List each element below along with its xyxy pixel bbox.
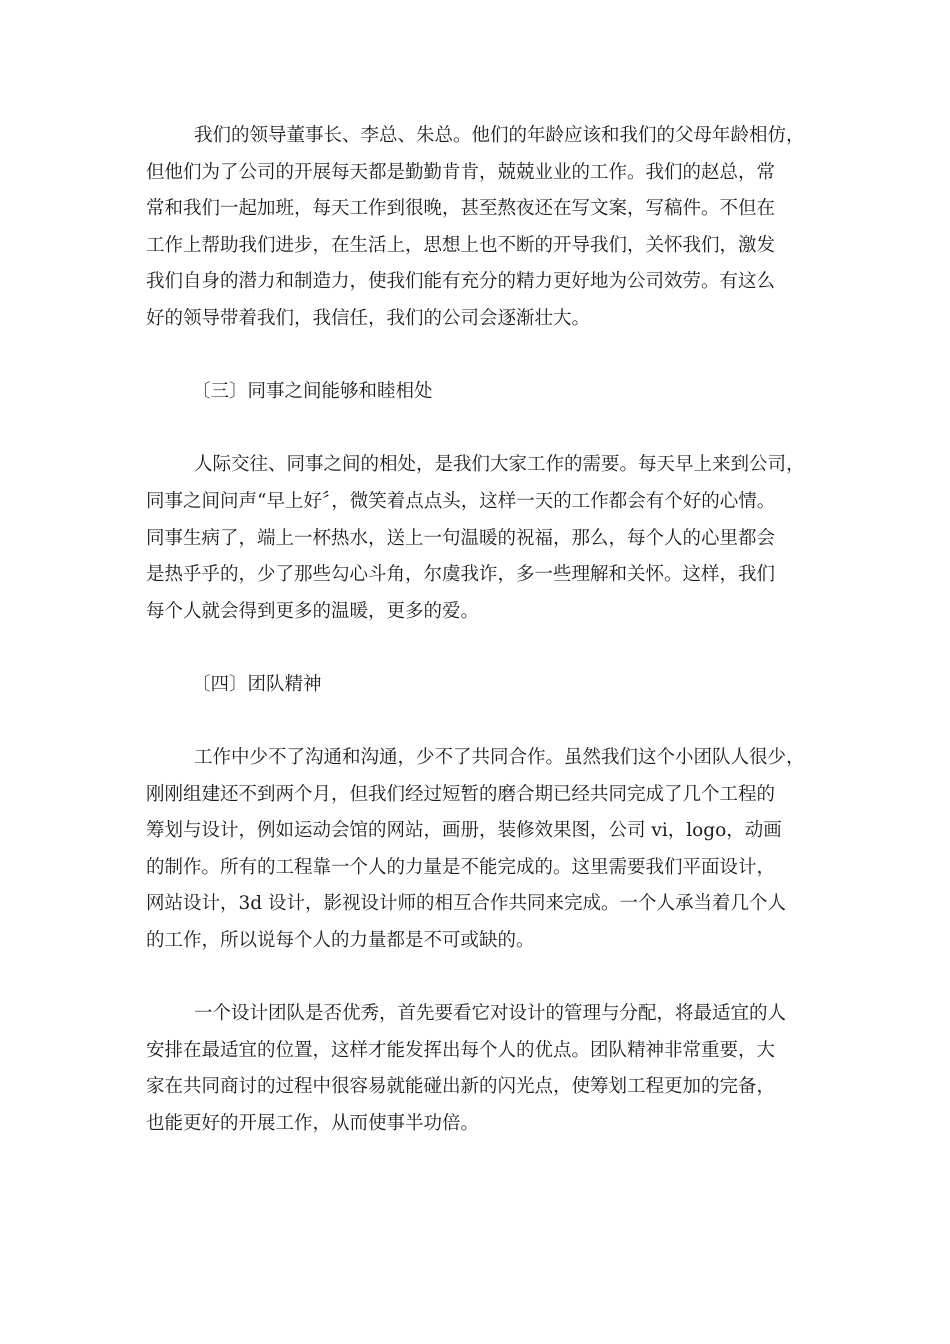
paragraph-design-team [146,996,836,1142]
paragraph-line: 网站设计，3d 设计，影视设计师的相互合作共同来完成。一个人承当着几个人 [146,893,786,915]
paragraph-line: 我们的领导董事长、李总、朱总。他们的年龄应该和我们的父母年龄相仿， [194,125,805,146]
spacer [146,960,836,997]
paragraph-line: 工作上帮助我们进步，在生活上，思想上也不断的开导我们，关怀我们，激发 [146,234,776,256]
paragraph-line: 家在共同商讨的过程中很容易就能碰出新的闪光点，使筹划工程更加的完备， [146,1076,776,1098]
paragraph-colleagues [146,447,836,630]
paragraph-line: 的制作。所有的工程靠一个人的力量是不能完成的。这里需要我们平面设计， [146,856,776,878]
spacer [146,338,836,375]
paragraph-line: 好的领导带着我们，我信任，我们的公司会逐渐壮大。 [146,307,591,329]
paragraph-line: 同事生病了，端上一杯热水，送上一句温暖的祝福，那么，每个人的心里都会 [146,527,776,549]
paragraph-line: 但他们为了公司的开展每天都是勤勤肯肯，兢兢业业的工作。我们的赵总，常 [146,161,776,183]
paragraph-teamwork [146,740,836,960]
paragraph-line: 刚刚组建还不到两个月，但我们经过短暂的磨合期已经共同完成了几个工程的 [146,783,776,805]
paragraph-line: 是热乎乎的，少了那些勾心斗角，尔虞我诈，多一些理解和关怀。这样，我们 [146,564,776,586]
section-heading-4: 〔四〕团队精神 [192,673,322,695]
document-body [146,118,836,1143]
paragraph-line: 人际交往、同事之间的相处，是我们大家工作的需要。每天早上来到公司， [194,454,805,476]
spacer [146,411,836,448]
paragraph-line: 筹划与设计，例如运动会馆的网站，画册，装修效果图，公司 vi，logo，动画 [146,820,782,842]
paragraph-line: 的工作，所以说每个人的力量都是不可或缺的。 [146,930,535,952]
paragraph-line: 一个设计团队是否优秀，首先要看它对设计的管理与分配，将最适宜的人 [194,1003,787,1025]
paragraph-line: 安排在最适宜的位置，这样才能发挥出每个人的优点。团队精神非常重要，大 [146,1039,776,1061]
spacer [146,704,836,741]
paragraph-line: 常和我们一起加班，每天工作到很晚，甚至熬夜还在写文案，写稿件。不但在 [146,198,776,220]
section-heading-3: 〔三〕同事之间能够和睦相处 [192,381,433,403]
paragraph-line: 工作中少不了沟通和沟通，少不了共同合作。虽然我们这个小团队人很少， [194,747,805,769]
paragraph-leaders [146,118,836,338]
paragraph-line: 我们自身的潜力和制造力，使我们能有充分的精力更好地为公司效劳。有这么 [146,271,776,293]
spacer [146,630,836,667]
paragraph-line: 同事之间问声“早上好〞，微笑着点点头，这样一天的工作都会有个好的心情。 [146,490,776,512]
paragraph-line: 每个人就会得到更多的温暖，更多的爱。 [146,600,480,622]
paragraph-line: 也能更好的开展工作，从而使事半功倍。 [146,1113,480,1135]
